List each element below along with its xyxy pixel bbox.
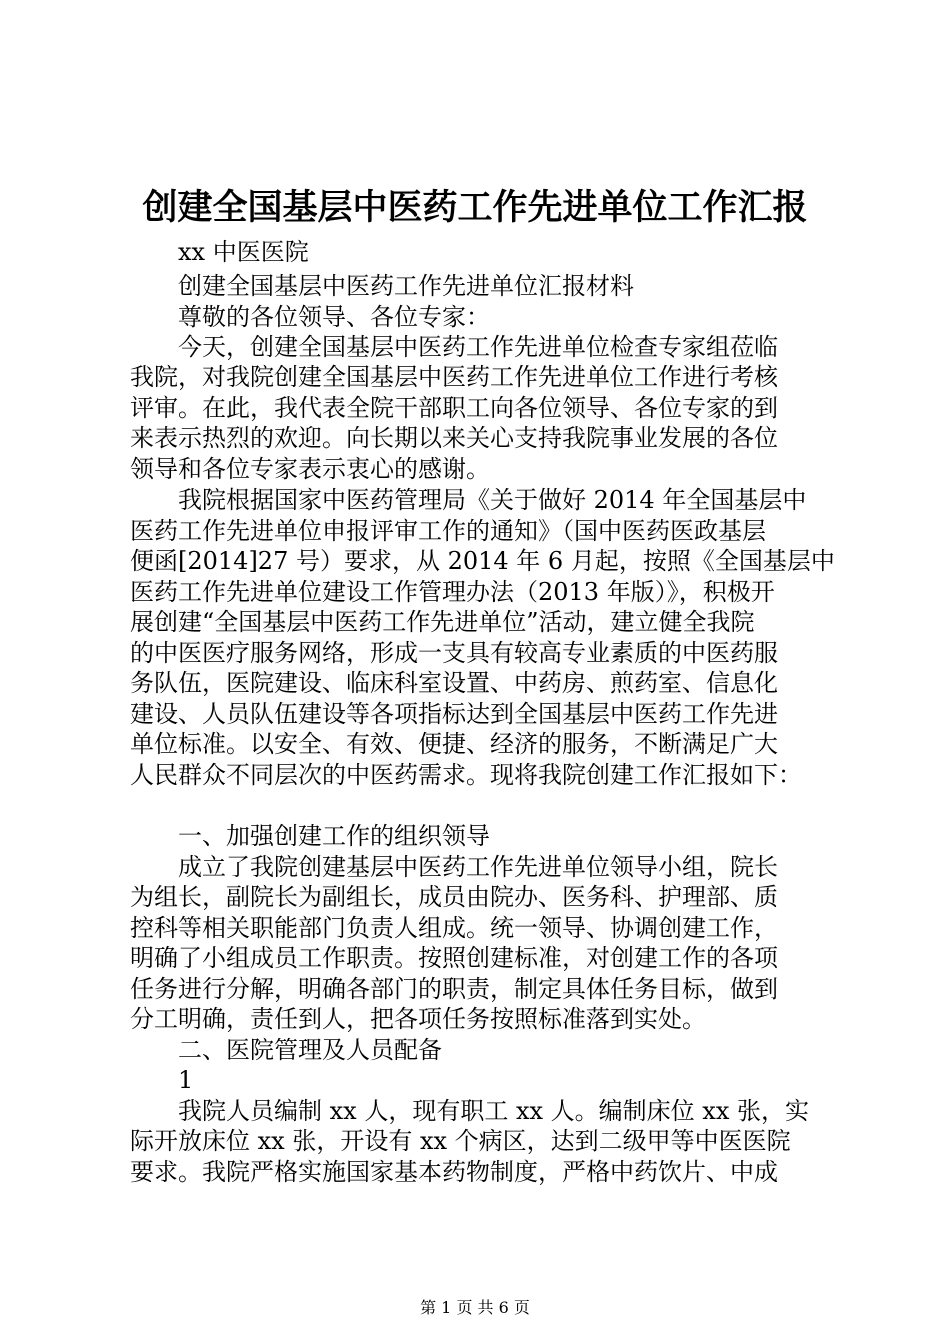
paragraph-line: 医药工作先进单位建设工作管理办法（2013 年版）》，积极开 bbox=[130, 578, 775, 606]
page-marker: 1 bbox=[178, 1066, 194, 1094]
paragraph-line: 展创建“全国基层中医药工作先进单位”活动，建立健全我院 bbox=[130, 608, 755, 636]
section-heading: 一、加强创建工作的组织领导 bbox=[178, 822, 490, 850]
paragraph-line: 领导和各位专家表示衷心的感谢。 bbox=[130, 455, 490, 483]
document-title: 创建全国基层中医药工作先进单位工作汇报 bbox=[142, 187, 808, 228]
paragraph-line: 我院人员编制 xx 人，现有职工 xx 人。编制床位 xx 张，实 bbox=[178, 1097, 809, 1125]
paragraph-line: 便函[2014]27 号）要求，从 2014 年 6 月起，按照《全国基层中 bbox=[130, 547, 835, 575]
paragraph-line: 控科等相关职能部门负责人组成。统一领导、协调创建工作， bbox=[130, 914, 778, 942]
paragraph-line: 成立了我院创建基层中医药工作先进单位领导小组，院长 bbox=[178, 853, 778, 881]
paragraph-line: 任务进行分解，明确各部门的职责，制定具体任务目标，做到 bbox=[130, 975, 778, 1003]
hospital-name: xx 中医医院 bbox=[178, 238, 309, 266]
paragraph-line: 明确了小组成员工作职责。按照创建标准，对创建工作的各项 bbox=[130, 944, 778, 972]
paragraph-line: 建设、人员队伍建设等各项指标达到全国基层中医药工作先进 bbox=[130, 700, 778, 728]
paragraph-line: 来表示热烈的欢迎。向长期以来关心支持我院事业发展的各位 bbox=[130, 424, 778, 452]
section-heading: 二、医院管理及人员配备 bbox=[178, 1036, 442, 1064]
paragraph-line: 为组长，副院长为副组长，成员由院办、医务科、护理部、质 bbox=[130, 883, 778, 911]
salutation: 尊敬的各位领导、各位专家： bbox=[178, 303, 490, 331]
paragraph-line: 际开放床位 xx 张，开设有 xx 个病区，达到二级甲等中医医院 bbox=[130, 1127, 791, 1155]
paragraph-line: 我院根据国家中医药管理局《关于做好 2014 年全国基层中 bbox=[178, 486, 807, 514]
page-footer: 第 1 页 共 6 页 bbox=[420, 1298, 530, 1317]
paragraph-line: 的中医医疗服务网络，形成一支具有较高专业素质的中医药服 bbox=[130, 639, 778, 667]
paragraph-line: 务队伍，医院建设、临床科室设置、中药房、煎药室、信息化 bbox=[130, 669, 778, 697]
paragraph-line: 人民群众不同层次的中医药需求。现将我院创建工作汇报如下： bbox=[130, 761, 802, 789]
paragraph-line: 评审。在此，我代表全院干部职工向各位领导、各位专家的到 bbox=[130, 394, 778, 422]
paragraph-line: 要求。我院严格实施国家基本药物制度，严格中药饮片、中成 bbox=[130, 1158, 778, 1186]
paragraph-line: 今天，创建全国基层中医药工作先进单位检查专家组莅临 bbox=[178, 333, 778, 361]
material-subtitle: 创建全国基层中医药工作先进单位汇报材料 bbox=[178, 272, 634, 300]
paragraph-line: 我院，对我院创建全国基层中医药工作先进单位工作进行考核 bbox=[130, 363, 778, 391]
paragraph-line: 分工明确，责任到人，把各项任务按照标准落到实处。 bbox=[130, 1005, 706, 1033]
paragraph-line: 医药工作先进单位申报评审工作的通知》（国中医药医政基层 bbox=[130, 517, 766, 545]
paragraph-line: 单位标准。以安全、有效、便捷、经济的服务，不断满足广大 bbox=[130, 730, 778, 758]
